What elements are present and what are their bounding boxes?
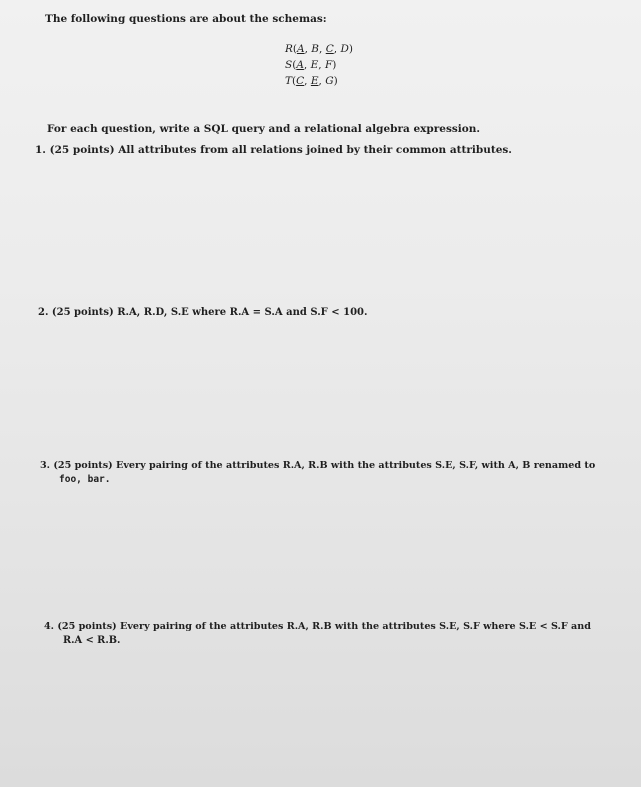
intro-text: The following questions are about the schemas: (45, 13, 327, 25)
schema-t: T(C, E, G) (285, 75, 338, 87)
instruction-text: For each question, write a SQL query and a relational algebra expression. (47, 123, 481, 135)
schema-r-key-a: A (297, 43, 305, 55)
schema-s-key-a: A (296, 59, 304, 71)
schema-s-name: S (285, 59, 293, 71)
schema-t-key-c: C (296, 75, 305, 87)
schema-r-name: R (285, 43, 293, 55)
schema-t-name: T (285, 75, 293, 87)
question-3-line-2: foo, bar. (59, 474, 111, 485)
schema-s: S(A, E, F) (285, 59, 337, 71)
schema-r-key-c: C (325, 43, 334, 55)
question-2: 2. (25 points) R.A, R.D, S.E where R.A = S.A and S.F < 100. (38, 307, 368, 318)
schema-r: R(A, B, C, D) (285, 43, 353, 55)
question-4-line-2: R.A < R.B. (63, 635, 121, 646)
question-1: 1. (25 points) All attributes from all relations joined by their common attributes. (35, 144, 512, 156)
question-4-line-1: 4. (25 points) Every pairing of the attributes R.A, R.B with the attributes S.E, S.F where S.E < S.F and (44, 621, 591, 632)
question-3-line-1: 3. (25 points) Every pairing of the attributes R.A, R.B with the attributes S.E, S.F, with A, B renamed to (40, 460, 596, 471)
schema-t-key-e: E (310, 75, 319, 87)
